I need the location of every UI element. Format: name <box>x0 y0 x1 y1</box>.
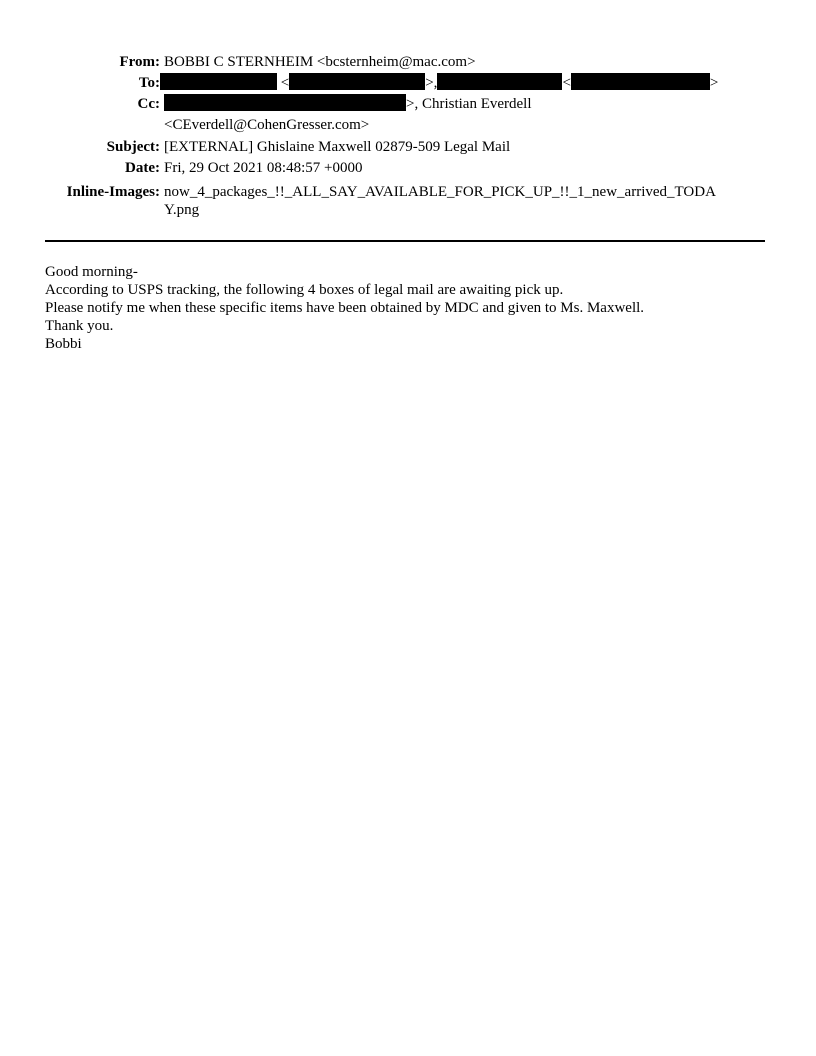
email-body <box>45 263 765 353</box>
redaction-block <box>160 73 277 90</box>
to-sep-close-2: > <box>709 75 719 91</box>
from-label: From: <box>119 54 160 70</box>
subject-label: Subject: <box>106 139 160 155</box>
date-label: Date: <box>125 160 160 176</box>
body-signature: Bobbi <box>45 336 82 352</box>
to-sep-open-1: < <box>280 75 290 91</box>
header-divider <box>45 240 765 242</box>
from-value: BOBBI C STERNHEIM <bcsternheim@mac.com> <box>164 54 476 70</box>
body-line-thanks: Thank you. <box>45 318 114 334</box>
body-line-tracking: According to USPS tracking, the following 4 boxes of legal mail are awaiting pick up. <box>45 282 564 298</box>
redaction-block <box>289 73 425 90</box>
cc-label: Cc: <box>137 96 160 112</box>
cc-after-redaction: >, Christian Everdell <box>406 96 532 112</box>
to-value <box>160 73 760 94</box>
date-value: Fri, 29 Oct 2021 08:48:57 +0000 <box>164 160 363 176</box>
redaction-block <box>164 94 406 111</box>
to-sep-open-2: < <box>562 75 571 91</box>
redaction-block <box>437 73 562 90</box>
body-greeting: Good morning- <box>45 264 138 280</box>
subject-value: [EXTERNAL] Ghislaine Maxwell 02879-509 Legal Mail <box>164 139 511 155</box>
redaction-block <box>571 73 710 90</box>
inline-images-line1: now_4_packages_!!_ALL_SAY_AVAILABLE_FOR_PICK_UP_!!_1_new_arrived_TODA <box>164 184 716 200</box>
inline-images-label: Inline-Images: <box>66 184 160 200</box>
inline-images-line2: Y.png <box>164 202 200 218</box>
to-sep-close-1: >, <box>425 75 438 91</box>
body-line-request: Please notify me when these specific items have been obtained by MDC and given to Ms. Maxwell. <box>45 300 645 316</box>
cc-value <box>164 94 764 115</box>
to-label: To: <box>138 75 160 91</box>
cc-second-line: <CEverdell@CohenGresser.com> <box>164 117 370 133</box>
